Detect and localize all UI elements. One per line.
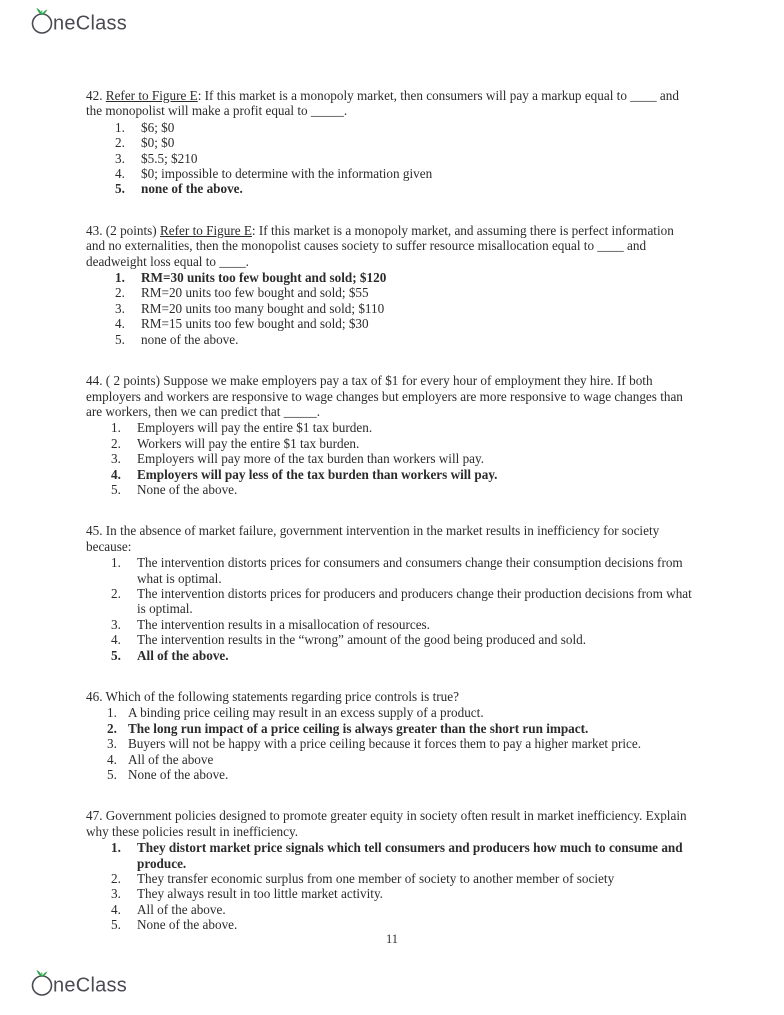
answer-option[interactable] <box>86 617 692 632</box>
option-text: RM=15 units too few bought and sold; $30 <box>141 316 369 332</box>
answer-option[interactable] <box>86 902 692 917</box>
answer-option[interactable] <box>86 301 692 316</box>
svg-text:neClass: neClass <box>53 974 128 997</box>
stem-text-cont: : If this market is a monopoly market, and assuming there is perfect information and no externalities, then the monopolist causes society to suffer resource misallocation equal to ____ and deadweight loss equal to ____. <box>86 222 674 269</box>
option-text: none of the above. <box>141 181 243 197</box>
question-stem <box>86 373 692 419</box>
answer-option[interactable] <box>86 648 692 663</box>
option-text: RM=20 units too many bought and sold; $110 <box>141 300 385 316</box>
option-number: 3. <box>111 886 121 902</box>
option-number: 2. <box>115 285 125 301</box>
option-number: 1. <box>115 119 125 135</box>
option-text: They distort market price signals which tell consumers and producers how much to consume and produce. <box>137 840 683 871</box>
option-number: 3. <box>115 300 125 316</box>
answer-options <box>86 555 692 663</box>
answer-option[interactable] <box>86 886 692 901</box>
answer-option[interactable] <box>86 871 692 886</box>
oneclass-logo-header <box>28 6 152 36</box>
option-number: 4. <box>115 316 125 332</box>
answer-option[interactable] <box>86 586 692 617</box>
oneclass-logo-mark <box>28 6 152 36</box>
question-stem <box>86 523 692 554</box>
question-stem <box>86 808 692 839</box>
answer-option[interactable] <box>86 705 692 720</box>
option-text: All of the above <box>128 751 214 767</box>
option-text: Employers will pay less of the tax burden than workers will pay. <box>137 466 498 482</box>
answer-option[interactable] <box>86 482 692 497</box>
option-number: 2. <box>115 135 125 151</box>
option-text: They transfer economic surplus from one member of society to another member of society <box>137 871 615 887</box>
stem-text-cont: : If this market is a monopoly market, then consumers will pay a markup equal to ____ and the monopolist will make a profit equal to _____. <box>86 88 679 119</box>
answer-option[interactable] <box>86 332 692 347</box>
option-number: 3. <box>115 150 125 166</box>
option-number: 1. <box>107 705 117 721</box>
answer-option[interactable] <box>86 270 692 285</box>
option-text: None of the above. <box>128 767 229 783</box>
stem-text: 47. Government policies designed to promote greater equity in society often result in market inefficiency. Explain why these policies result in inefficiency. <box>86 808 687 839</box>
option-text: $0; $0 <box>141 135 175 151</box>
option-number: 1. <box>111 420 121 436</box>
option-text: None of the above. <box>137 481 238 497</box>
option-text: The intervention distorts prices for producers and producers change their production decisions from what is optimal. <box>137 585 692 617</box>
option-number: 2. <box>111 435 121 451</box>
option-text: The intervention distorts prices for consumers and consumers change their consumption decisions from what is optimal. <box>137 555 683 586</box>
answer-option[interactable] <box>86 420 692 435</box>
stem-text: 46. Which of the following statements regarding price controls is true? <box>86 689 459 704</box>
option-text: The intervention results in a misallocation of resources. <box>137 616 430 632</box>
option-text: The long run impact of a price ceiling is always greater than the short run impact. <box>128 720 589 736</box>
answer-option[interactable] <box>86 316 692 331</box>
answer-option[interactable] <box>86 181 692 196</box>
answer-option[interactable] <box>86 917 692 932</box>
answer-option[interactable] <box>86 721 692 736</box>
answer-option[interactable] <box>86 555 692 586</box>
option-number: 5. <box>111 481 121 497</box>
answer-option[interactable] <box>86 736 692 751</box>
answer-option[interactable] <box>86 151 692 166</box>
answer-options <box>86 270 692 347</box>
stem-text: 45. In the absence of market failure, government intervention in the market results in inefficiency for society because: <box>86 523 660 554</box>
answer-option[interactable] <box>86 120 692 135</box>
question-q44 <box>86 373 692 497</box>
option-text: Buyers will not be happy with a price ceiling because it forces them to pay a higher market price. <box>128 736 642 752</box>
option-number: 1. <box>115 270 125 286</box>
option-number: 4. <box>111 466 121 482</box>
option-text: All of the above. <box>137 901 226 917</box>
option-text: RM=30 units too few bought and sold; $120 <box>141 270 387 286</box>
option-text: RM=20 units too few bought and sold; $55 <box>141 285 369 301</box>
question-q47 <box>86 808 692 932</box>
question-q42 <box>86 88 692 197</box>
question-q46 <box>86 689 692 782</box>
option-text: The intervention results in the “wrong” amount of the good being produced and sold. <box>137 632 586 648</box>
answer-option[interactable] <box>86 752 692 767</box>
answer-option[interactable] <box>86 285 692 300</box>
question-q43 <box>86 223 692 347</box>
option-number: 2. <box>111 871 121 887</box>
option-text: Employers will pay more of the tax burden than workers will pay. <box>137 451 485 467</box>
question-stem <box>86 689 692 704</box>
option-number: 2. <box>111 585 121 601</box>
option-text: Workers will pay the entire $1 tax burden. <box>137 435 360 451</box>
question-stem <box>86 88 692 119</box>
question-stem <box>86 223 692 269</box>
option-number: 4. <box>115 166 125 182</box>
document-body <box>86 88 692 946</box>
option-text: $5.5; $210 <box>141 150 198 166</box>
option-text: $6; $0 <box>141 119 175 135</box>
page-number: 11 <box>385 932 399 946</box>
oneclass-logo-mark-footer <box>28 968 152 998</box>
option-text: none of the above. <box>141 331 239 347</box>
answer-option[interactable] <box>86 451 692 466</box>
oneclass-logo-footer <box>28 968 152 998</box>
option-number: 4. <box>107 751 117 767</box>
option-number: 5. <box>107 767 117 783</box>
option-number: 1. <box>111 840 121 856</box>
option-text: A binding price ceiling may result in an excess supply of a product. <box>128 705 484 721</box>
option-number: 3. <box>107 736 117 752</box>
figure-reference: Refer to Figure E <box>105 88 198 103</box>
option-number: 4. <box>111 901 121 917</box>
option-number: 5. <box>115 181 125 197</box>
option-number: 3. <box>111 616 121 632</box>
answer-options <box>86 120 692 197</box>
question-q45 <box>86 523 692 663</box>
option-number: 2. <box>107 720 117 736</box>
option-text: They always result in too little market activity. <box>137 886 383 902</box>
answer-option[interactable] <box>86 767 692 782</box>
svg-text:neClass: neClass <box>53 12 128 35</box>
option-number: 4. <box>111 632 121 648</box>
answer-options <box>86 840 692 932</box>
option-number: 5. <box>111 647 121 663</box>
figure-reference: Refer to Figure E <box>160 222 252 238</box>
answer-option[interactable] <box>86 632 692 647</box>
option-number: 5. <box>111 917 121 933</box>
stem-text: 42. <box>86 88 106 103</box>
option-text: All of the above. <box>137 647 229 663</box>
stem-text: 43. (2 points) <box>86 222 160 238</box>
option-number: 1. <box>111 555 121 571</box>
answer-option[interactable] <box>86 166 692 181</box>
option-number: 3. <box>111 451 121 467</box>
answer-option[interactable] <box>86 840 692 871</box>
answer-option[interactable] <box>86 135 692 150</box>
answer-option[interactable] <box>86 467 692 482</box>
answer-options <box>86 420 692 497</box>
answer-option[interactable] <box>86 436 692 451</box>
option-text: $0; impossible to determine with the information given <box>141 166 433 182</box>
answer-options <box>86 705 692 782</box>
stem-text: 44. ( 2 points) Suppose we make employers pay a tax of $1 for every hour of employment they hire. If both employers and workers are responsive to wage changes but employers are more responsive to wage changes than are workers, then we can predict that _____. <box>86 373 683 419</box>
option-text: Employers will pay the entire $1 tax burden. <box>137 420 373 436</box>
option-text: None of the above. <box>137 917 238 933</box>
option-number: 5. <box>115 331 125 347</box>
